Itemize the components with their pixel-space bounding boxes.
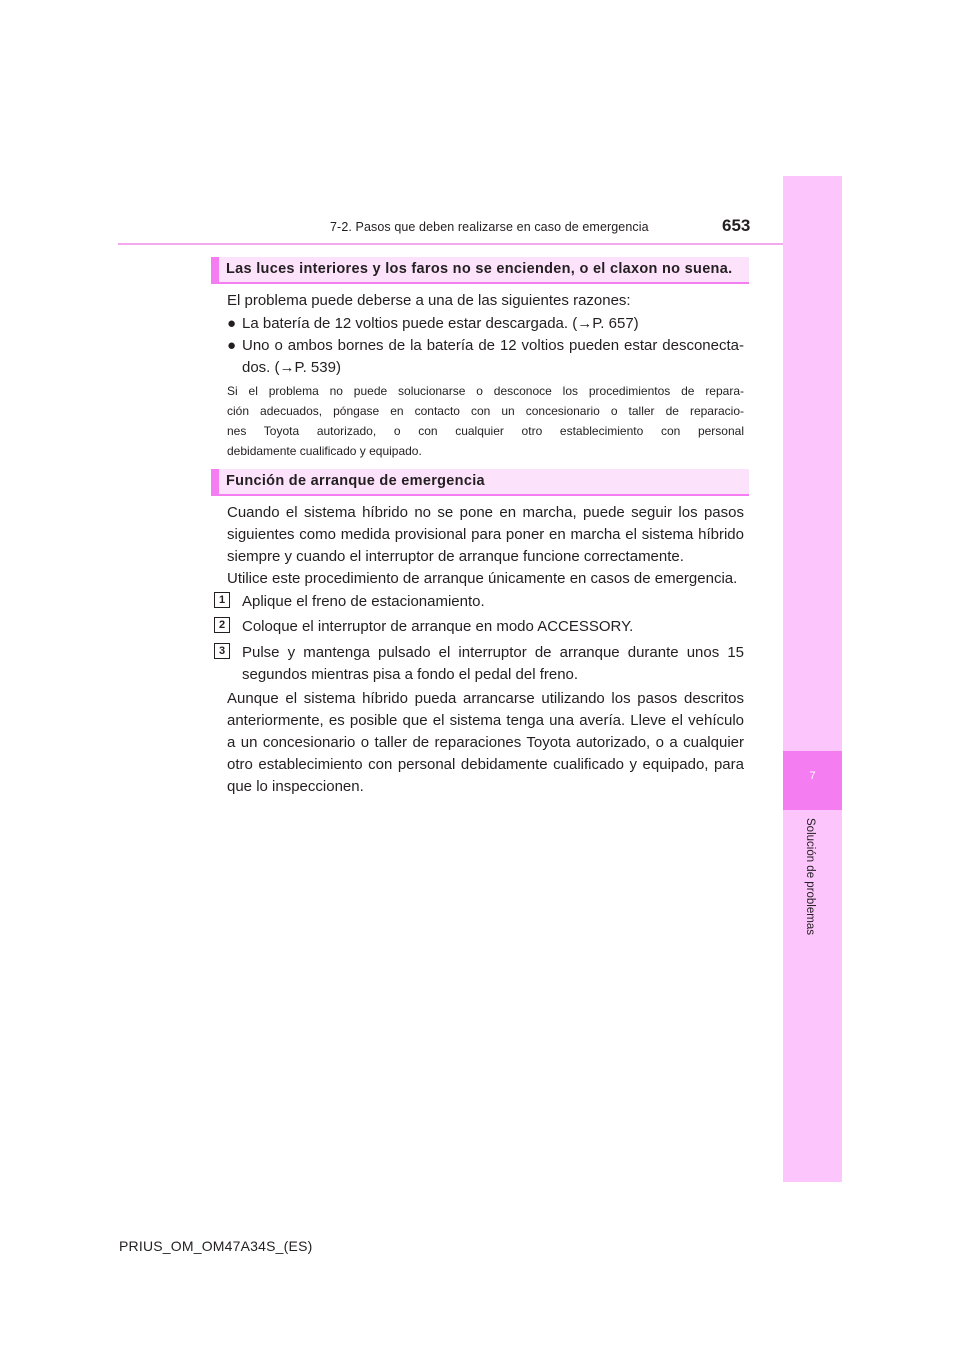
- note-line: nes Toyota autorizado, o con cualquier otro establecimiento con personal: [227, 424, 744, 438]
- step-number-box: 3: [214, 643, 230, 659]
- closing-line: Aunque el sistema híbrido pueda arrancarse utilizando los pasos descritos: [227, 690, 744, 707]
- section2-intro-line: siempre y cuando el interruptor de arranque funcione correctamente.: [227, 548, 684, 565]
- step-text: Aplique el freno de estacionamiento.: [242, 593, 485, 610]
- step-text: segundos mientras pisa a fondo el pedal del freno.: [242, 666, 579, 683]
- section2-intro-line: Utilice este procedimiento de arranque únicamente en casos de emergencia.: [227, 570, 738, 587]
- step-number-box: 1: [214, 592, 230, 608]
- document-code: PRIUS_OM_OM47A34S_(ES): [119, 1238, 313, 1254]
- bullet-item-battery: La batería de 12 voltios puede estar descargada. (→P. 657): [242, 315, 639, 332]
- section2-intro-line: siguientes como medida provisional para poner en marcha el sistema híbrido: [227, 526, 744, 543]
- bullet-item-terminals-line1: Uno o ambos bornes de la batería de 12 voltios pueden estar desconecta-: [242, 337, 744, 354]
- bullet-marker: ●: [227, 315, 237, 332]
- chapter-number: 7: [809, 770, 816, 782]
- page-number: 653: [722, 216, 751, 235]
- chapter-side-tab: [783, 176, 842, 1182]
- step-number-box: 2: [214, 617, 230, 633]
- note-line: debidamente cualificado y equipado.: [227, 444, 422, 458]
- header-rule: [118, 243, 842, 245]
- section2-intro-line: Cuando el sistema híbrido no se pone en marcha, puede seguir los pasos: [227, 504, 744, 521]
- section-heading-lights: [211, 257, 749, 284]
- note-line: ción adecuados, póngase en contacto con un concesionario o taller de reparacio-: [227, 404, 744, 418]
- section-heading-emergency-start: [211, 469, 749, 496]
- closing-line: a un concesionario o taller de reparaciones Toyota autorizado, o a cualquier: [227, 734, 744, 751]
- closing-line: anteriormente, es posible que el sistema tenga una avería. Lleve el vehículo: [227, 712, 744, 729]
- step-text: Coloque el interruptor de arranque en modo ACCESSORY.: [242, 618, 634, 635]
- note-line: Si el problema no puede solucionarse o desconoce los procedimientos de repara-: [227, 384, 744, 398]
- bullet-marker: ●: [227, 337, 237, 354]
- closing-line: que lo inspeccionen.: [227, 778, 364, 795]
- step-text: Pulse y mantenga pulsado el interruptor de arranque durante unos 15: [242, 644, 744, 661]
- chapter-label: Solución de problemas: [804, 818, 816, 935]
- closing-line: otro establecimiento con personal debidamente cualificado y equipado, para: [227, 756, 744, 773]
- bullet-item-terminals-line2: dos. (→P. 539): [242, 359, 341, 376]
- section1-intro: El problema puede deberse a una de las siguientes razones:: [227, 292, 631, 309]
- section-heading-text: Las luces interiores y los faros no se encienden, o el claxon no suena.: [226, 261, 733, 277]
- running-header: 7-2. Pasos que deben realizarse en caso de emergencia: [330, 220, 649, 234]
- section-heading-text: Función de arranque de emergencia: [226, 473, 485, 489]
